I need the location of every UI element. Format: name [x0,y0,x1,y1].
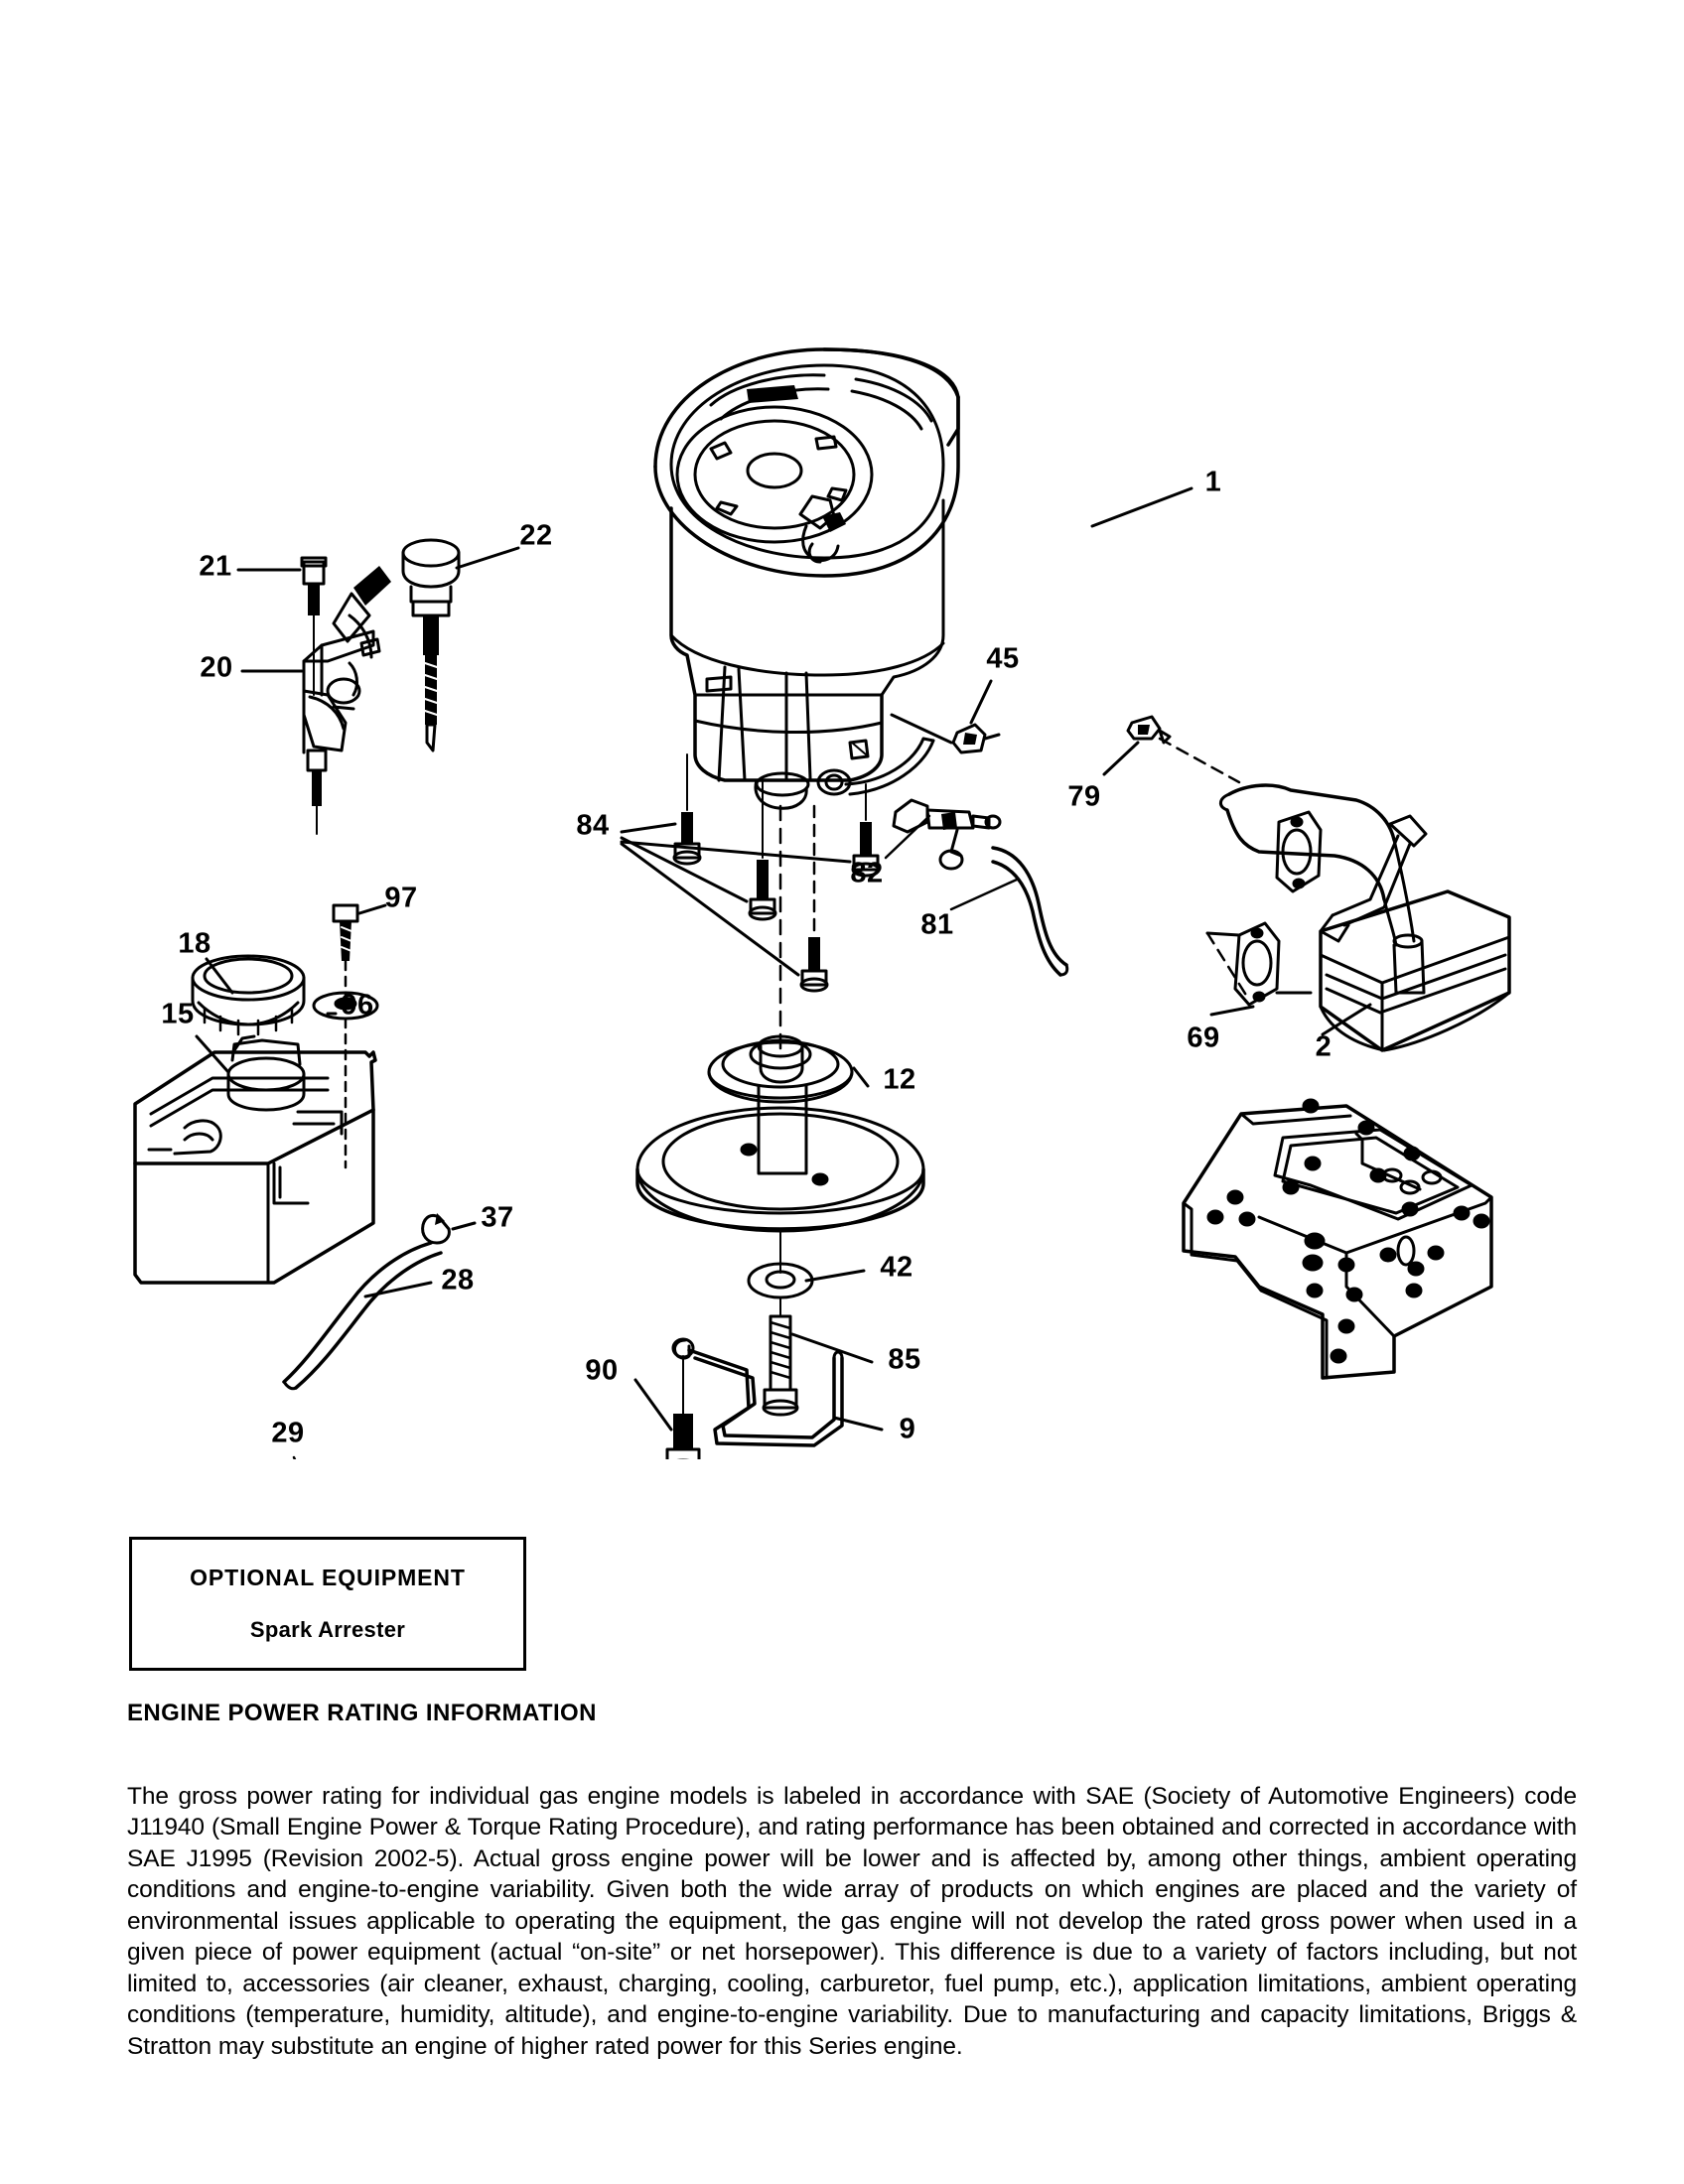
callout-97: 97 [384,882,418,914]
callout-18: 18 [178,927,211,960]
screw-79-drawing [1128,717,1170,743]
callout-2: 2 [1315,1030,1333,1063]
gasket-69-drawing [1207,923,1311,1005]
optional-equipment-item-spark-arrester: Spark Arrester [249,1617,406,1642]
callout-1: 1 [1204,466,1222,498]
fuel-hose-28-drawing [284,1243,441,1389]
engine-pulley-12-drawing [637,1036,923,1273]
callout-20: 20 [200,651,233,684]
washer-42-drawing [749,1264,812,1316]
engine-assembly-drawing [655,349,958,1052]
callout-69: 69 [1187,1022,1220,1054]
callout-9: 9 [899,1413,916,1445]
callout-82: 82 [850,857,884,889]
engine-power-rating-heading: ENGINE POWER RATING INFORMATION [127,1700,597,1726]
callout-12: 12 [883,1063,916,1096]
callout-29: 29 [271,1417,305,1449]
rod-9-drawing [673,1339,842,1445]
engine-power-rating-section [127,1700,1577,2062]
callout-90: 90 [585,1354,619,1387]
bolt-85-drawing [764,1316,797,1415]
callout-84: 84 [576,809,610,842]
screw-90-drawing [666,1414,700,1459]
callout-81: 81 [920,908,954,941]
callout-37: 37 [481,1201,514,1234]
callout-85: 85 [888,1343,921,1376]
fuel-tank-15-drawing [135,1036,375,1283]
optional-equipment-box [129,1537,526,1671]
muffler-2-drawing [1220,785,1509,1050]
fuel-cap-18-drawing [193,956,304,1034]
clamp-37-drawing [423,1213,450,1243]
callout-28: 28 [441,1264,475,1297]
callout-42: 42 [880,1251,913,1284]
optional-equipment-title: OPTIONAL EQUIPMENT [190,1565,466,1590]
fuel-line-81-drawing [993,848,1067,975]
screw-97-drawing [334,905,357,995]
screws-84-drawing [622,754,879,991]
engine-mounting-plate-drawing [1184,1100,1491,1378]
clamp-45-drawing [953,725,999,752]
dipstick-22-drawing [403,540,459,751]
callout-79: 79 [1067,780,1101,813]
callout-45: 45 [986,642,1020,675]
callout-21: 21 [199,550,232,583]
callout-15: 15 [161,998,195,1030]
engine-power-rating-body: The gross power rating for individual gas engine models is labeled in accordance with SAE (Society of Automotive Engineers) code J11940 (Small Engine Power & Torque Rating Procedure), and rating performance has been obtained and corrected in accordance with SAE J1995 (Revision 2002-5). Actual gross engine power will be lower and is affected by, among other things, ambient operating conditions and engine-to-engine variability. Given both the wide array of products on which engines are placed and the variety of environmental issues applicable to operating the equipment, the gas engine will not develop the rated gross power when used in a given piece of power equipment (actual “on-site” or net horsepower). This difference is due to a variety of factors including, but not limited to, accessories (air cleaner, exhaust, charging, cooling, carburetor, fuel pump, etc.), application limitations, ambient operating conditions (temperature, humidity, altitude), and engine-to-engine variability. Due to manufacturing and capacity limitations, Briggs & Stratton may substitute an engine of higher rated power for this Series engine. [127,1783,1577,2060]
callout-96: 96 [341,989,374,1022]
callout-22: 22 [519,519,553,552]
